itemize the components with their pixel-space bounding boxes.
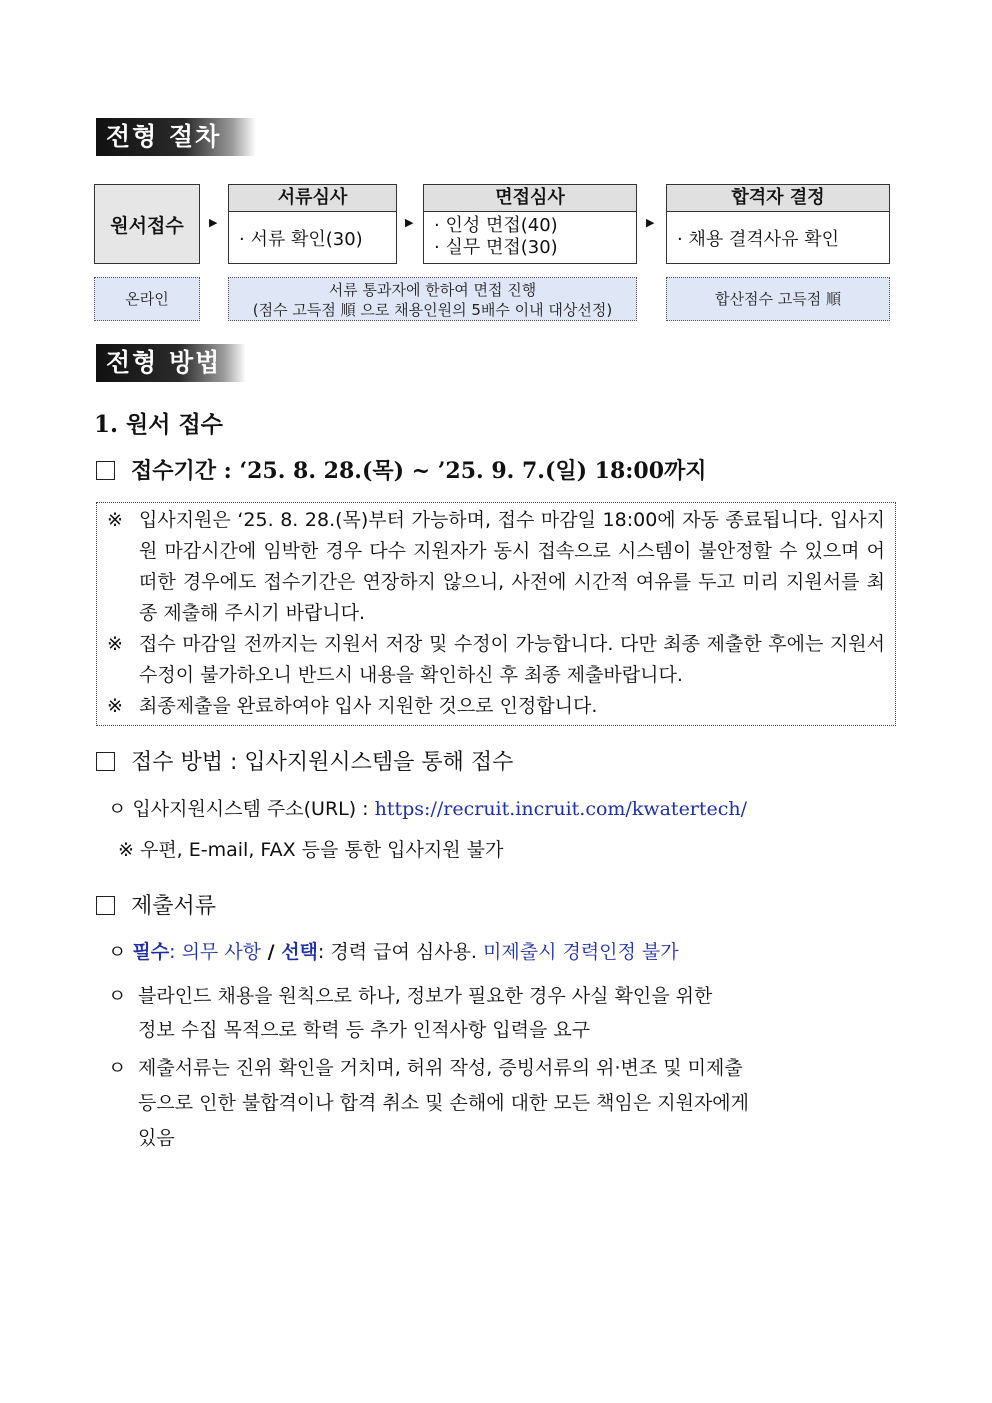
checkbox-square-icon: [96, 752, 115, 771]
notice-text: 접수 마감일 전까지는 지원서 저장 및 수정이 가능합니다. 다만 최종 제출한 후에는 지원서 수정이 불가하오니 반드시 내용을 확인하신 후 최종 제출바랍니다.: [139, 633, 885, 686]
bullet-circle-icon: ㅇ: [108, 985, 127, 1007]
checkbox-square-icon: [96, 896, 115, 915]
process-note-document-line: (점수 고득점 順 으로 채용인원의 5배수 이내 대상선정): [252, 301, 613, 319]
documents-item-line: 등으로 인한 불합격이나 합격 취소 및 손해에 대한 모든 책임은 지원자에게: [138, 1092, 750, 1114]
process-step-document-review-title: 서류심사: [229, 185, 396, 212]
process-step-interview-item: · 실무 면접(30): [434, 237, 558, 258]
documents-optional-label: 선택: [281, 941, 318, 963]
notice-item: [97, 691, 895, 722]
process-note-online: 온라인: [94, 277, 200, 321]
application-heading: 1. 원서 접수: [94, 411, 223, 438]
process-note-document: [228, 277, 637, 321]
application-period: [96, 454, 707, 485]
documents-item-line: 있음: [138, 1127, 175, 1149]
documents-item: [108, 979, 712, 1047]
arrow-right-icon: ▶: [405, 216, 414, 229]
process-step-interview-title: 면접심사: [424, 185, 636, 212]
application-url-link[interactable]: https://recruit.incruit.com/kwatertech/: [374, 798, 748, 820]
section-title-procedure: 전형 절차: [96, 118, 256, 156]
process-step-final-decision-item: · 채용 결격사유 확인: [677, 229, 839, 250]
documents-required-label: 필수: [132, 941, 170, 963]
application-method-text: 접수 방법 : 입사지원시스템을 통해 접수: [131, 750, 514, 775]
process-step-final-decision-title: 합격자 결정: [667, 185, 889, 212]
process-step-final-decision: [666, 184, 890, 264]
notice-text: 최종제출을 완료하여야 입사 지원한 것으로 인정합니다.: [139, 695, 598, 717]
checkbox-square-icon: [96, 461, 115, 480]
process-step-interview: [423, 184, 637, 264]
documents-optional-desc: : 경력 급여 심사용.: [317, 941, 477, 963]
documents-item-line: 블라인드 채용을 원칙으로 하나, 정보가 필요한 경우 사실 확인을 위한: [138, 985, 713, 1007]
notice-text: 입사지원은 ‘25. 8. 28.(목)부터 가능하며, 접수 마감일 18:00에 자동 종료됩니다. 입사지원 마감시간에 임박한 경우 다수 지원자가 동시 접속으로 시스템이 불안정할 수 있으며 어떠한 경우에도 접수기간은 연장하지 않으니, 사전에 시간적 여유를 두고 미리 지원서를 최종 제출해 주시기 바랍니다.: [139, 509, 885, 624]
documents-warning: 미제출시 경력인정 불가: [483, 941, 679, 963]
documents-heading-text: 제출서류: [131, 894, 217, 919]
application-period-text: 접수기간 : ‘25. 8. 28.(목) ~ ’25. 9. 7.(일) 18:00까지: [131, 458, 707, 484]
application-method-note: ※ 우편, E-mail, FAX 등을 통한 입사지원 불가: [118, 839, 504, 861]
arrow-right-icon: ▶: [646, 216, 655, 229]
notice-item: [97, 629, 895, 691]
application-notice-box: [96, 502, 896, 726]
bullet-circle-icon: ㅇ: [108, 941, 127, 963]
section-title-method: 전형 방법: [96, 344, 246, 382]
application-method: [96, 745, 513, 776]
arrow-right-icon: ▶: [209, 216, 218, 229]
documents-slash: /: [261, 941, 282, 963]
documents-item-line: 제출서류는 진위 확인을 거치며, 허위 작성, 증빙서류의 위·변조 및 미제출: [138, 1057, 743, 1079]
documents-item: [108, 937, 679, 964]
process-note-final: 합산점수 고득점 順: [666, 277, 890, 321]
notice-mark: ※: [107, 633, 123, 655]
documents-required-desc: : 의무 사항: [169, 941, 262, 963]
process-step-document-review-item: · 서류 확인(30): [239, 229, 363, 250]
notice-item: [97, 505, 895, 629]
process-note-document-line: 서류 통과자에 한하여 면접 진행: [328, 281, 537, 299]
process-step-interview-item: · 인성 면접(40): [434, 215, 558, 236]
application-url-line: [108, 794, 747, 821]
documents-item: [108, 1051, 749, 1156]
documents-item-line: 정보 수집 목적으로 학력 등 추가 인적사항 입력을 요구: [138, 1019, 591, 1041]
bullet-circle-icon: ㅇ: [108, 1057, 127, 1079]
notice-mark: ※: [107, 509, 123, 531]
notice-mark: ※: [107, 695, 123, 717]
process-step-application: [94, 184, 200, 264]
process-step-document-review: [228, 184, 397, 264]
process-step-application-label: 원서접수: [110, 214, 184, 237]
application-url-label: ㅇ 입사지원시스템 주소(URL) :: [108, 798, 369, 820]
documents-heading: [96, 889, 216, 920]
